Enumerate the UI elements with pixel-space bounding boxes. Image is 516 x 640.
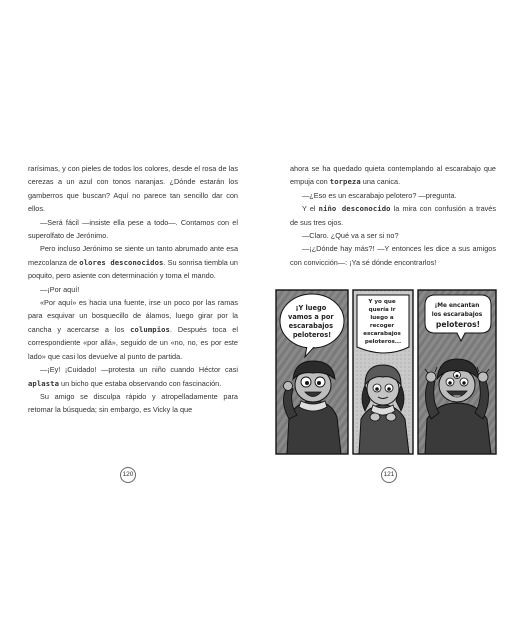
text-run: la mira con confusión a través de sus tres ojos. <box>290 204 496 227</box>
paragraph <box>290 189 496 202</box>
paragraph <box>28 296 238 363</box>
text-run: —Claro. ¿Qué va a ser si no? <box>302 231 399 241</box>
text-run: Y el <box>302 204 319 214</box>
paragraph <box>28 283 238 296</box>
text-run: Su amigo se disculpa rápido y atropelladamente para retomar la búsqueda; sin embargo, es Vicky la que <box>28 391 238 415</box>
panel-2-speech: Y yo que quería ir luego a recoger escarabajos peloteros... <box>363 299 402 345</box>
paragraph <box>28 216 238 243</box>
left-page-text <box>28 162 238 417</box>
text-run: un bicho que estaba observando con fascinación. <box>59 378 222 388</box>
comic-panel-1 <box>276 290 348 454</box>
text-run: —¡Ey! ¡Cuidado! —protesta un niño cuando Héctor casi <box>40 365 238 375</box>
text-run: Pero incluso Jerónimo se siente un tanto abrumado ante esa mezcolanza de <box>28 244 238 267</box>
left-page-number: 120 <box>120 467 136 483</box>
text-run: —¿Eso es un escarabajo pelotero? —pregunta. <box>302 190 457 200</box>
text-run: rarísimas, y con pieles de todos los colores, desde el rosa de las cerezas a un azul con tonos naranjas. ¿Dónde estarán los gamberros que buscan? Aquí no parece tan sencillo dar con ellos. <box>28 164 238 214</box>
text-run: —Será fácil —insiste ella pese a todo—. Contamos con el superolfato de Jerónimo. <box>28 217 238 241</box>
text-run: . Después toca el correspondiente «por allá», seguido de un «no, no, es por este lado» que casi los devuelve al punto de partida. <box>28 324 238 361</box>
emphasized-word: olores desconocidos <box>79 257 164 267</box>
text-run: una canica. <box>360 177 401 187</box>
text-run: —¡Por aquí! <box>40 284 80 294</box>
comic-panel-3 <box>418 290 496 454</box>
text-run: ahora se ha quedado quieta contemplando al escarabajo que empuja con <box>290 164 496 187</box>
paragraph <box>28 242 238 282</box>
paragraph <box>290 202 496 229</box>
emphasized-word: niño desconocido <box>318 204 391 214</box>
paragraph <box>290 242 496 269</box>
paragraph <box>28 363 238 390</box>
emphasized-word: columpios <box>130 324 170 334</box>
comic-strip <box>275 289 497 455</box>
comic-panel-2 <box>353 290 413 454</box>
paragraph <box>290 229 496 242</box>
emphasized-word: torpeza <box>329 177 361 187</box>
text-run: «Por aquí» es hacia una fuente, irse un poco por las ramas para esquivar un bosquecillo de álamos, luego girar por la cancha y acercarse a los <box>28 298 238 334</box>
panel-1-speech: ¡Y luego vamos a por escarabajos peloteros! <box>288 304 334 339</box>
paragraph <box>290 162 496 189</box>
text-run: —¡¿Dónde hay más?! —Y entonces les dice a sus amigos con convicción—: ¡Ya sé dónde encontrarlos! <box>290 244 496 267</box>
text-run: . Su sonrisa tiembla un poquito, pero asiente con determinación y toma el mando. <box>28 257 238 281</box>
emphasized-word: aplasta <box>28 378 59 388</box>
paragraph <box>28 162 238 216</box>
right-page-number: 121 <box>381 467 397 483</box>
panel-3-speech: ¡Me encantan los escarabajos peloteros! <box>431 303 483 329</box>
right-page-text <box>290 162 496 269</box>
paragraph <box>28 390 238 417</box>
